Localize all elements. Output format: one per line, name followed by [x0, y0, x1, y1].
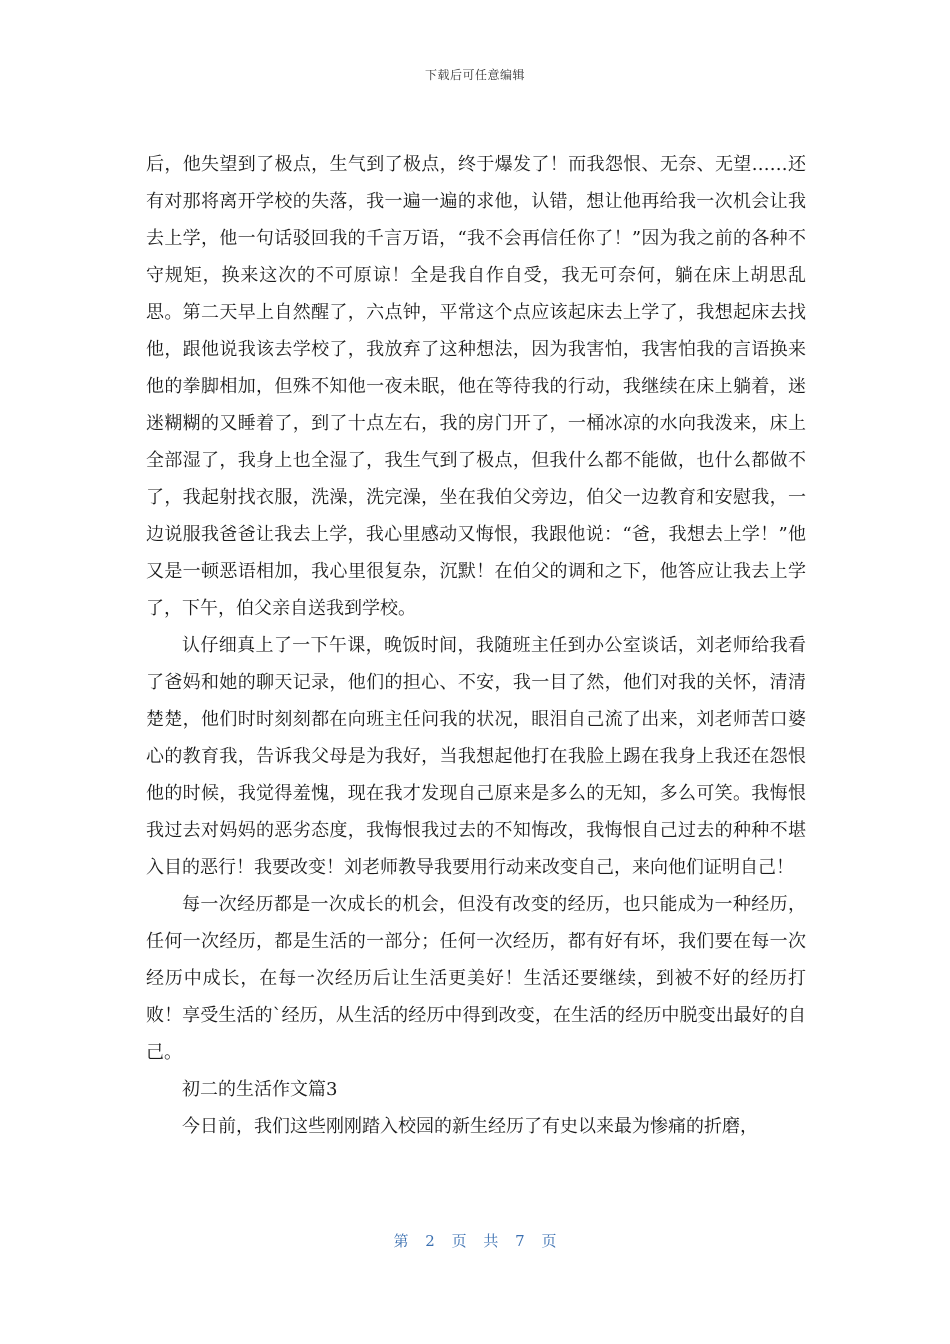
- paragraph-2: 认仔细真上了一下午课，晚饭时间，我随班主任到办公室谈话，刘老师给我看了爸妈和她的聊天记录，他们的担心、不安，我一目了然，他们对我的关怀，清清楚楚，他们时时刻刻都在向班主任问我的状况，眼泪自己流了出来，刘老师苦口婆心的教育我，告诉我父母是为我好，当我想起他打在我脸上踢在我身上我还在怨恨他的时候，我觉得羞愧，现在我才发现自己原来是多么的无知，多么可笑。我悔恨我过去对妈妈的恶劣态度，我悔恨我过去的不知悔改，我悔恨自己过去的种种不堪入目的恶行！我要改变！刘老师教导我要用行动来改变自己，来向他们证明自己！: [146, 635, 806, 878]
- document-body: [146, 146, 806, 1145]
- paragraph-4: 今日前，我们这些刚刚踏入校园的新生经历了有史以来最为惨痛的折磨，: [182, 1116, 758, 1137]
- page-footer: 第 2 页 共 7 页: [393, 1232, 557, 1250]
- paragraph-1: 后，他失望到了极点，生气到了极点，终于爆发了！而我怨恨、无奈、无望……还有对那将离开学校的失落，我一遍一遍的求他，认错，想让他再给我一次机会让我去上学，他一句话驳回我的千言万语，“我不会再信任你了！”因为我之前的各种不守规矩，换来这次的不可原谅！全是我自作自受，我无可奈何，躺在床上胡思乱思。第二天早上自然醒了，六点钟，平常这个点应该起床去上学了，我想起床去找他，跟他说我该去学校了，我放弃了这种想法，因为我害怕，我害怕我的言语换来他的拳脚相加，但殊不知他一夜未眠，他在等待我的行动，我继续在床上躺着，迷迷糊糊的又睡着了，到了十点左右，我的房门开了，一桶冰凉的水向我泼来，床上全部湿了，我身上也全湿了，我生气到了极点，但我什么都不能做，也什么都做不了，我起射找衣服，洗澡，洗完澡，坐在我伯父旁边，伯父一边教育和安慰我，一边说服我爸爸让我去上学，我心里感动又悔恨，我跟他说：“爸，我想去上学！”他又是一顿恶语相加，我心里很复杂，沉默！在伯父的调和之下，他答应让我去上学了，下午，伯父亲自送我到学校。: [146, 154, 806, 619]
- paragraph-3: 每一次经历都是一次成长的机会，但没有改变的经历，也只能成为一种经历，任何一次经历，都是生活的一部分；任何一次经历，都有好有坏，我们要在每一次经历中成长，在每一次经历后让生活更美好！生活还要继续，到被不好的经历打败！享受生活的`经历，从生活的经历中得到改变，在生活的经历中脱变出最好的自己。: [146, 894, 806, 1063]
- page-header: 下载后可任意编辑: [424, 68, 525, 82]
- section-title: 初二的生活作文篇3: [182, 1079, 338, 1100]
